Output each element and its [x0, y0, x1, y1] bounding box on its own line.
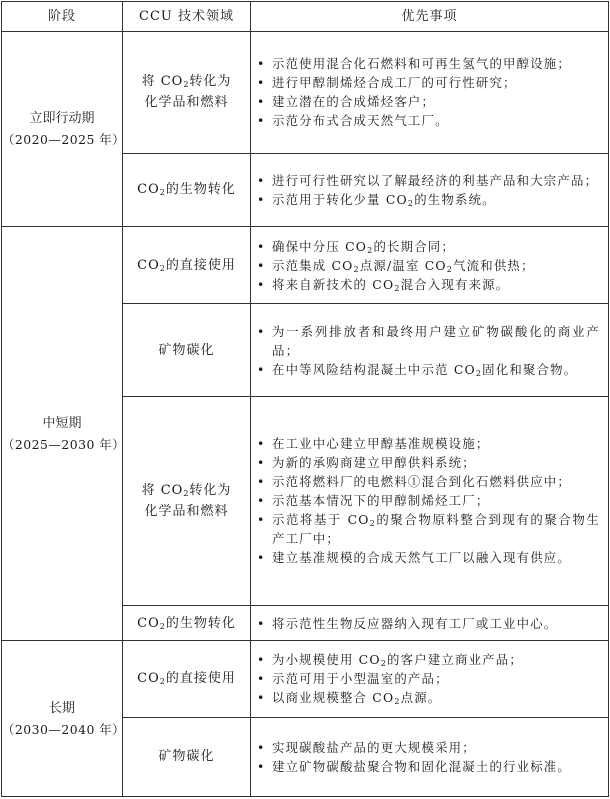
- priority-table: [1, 1, 609, 797]
- list-item: • 为小规模使用 $CO_2$的客户建立商业产品；: [257, 650, 600, 669]
- area-cell: 将 $CO_2$转化为 化学品和燃料: [123, 32, 251, 154]
- list-item: • 示范将基于 $CO_2$的聚合物原料整合到现有的聚合物生产工厂中；: [257, 510, 600, 548]
- stage-period: （2030—2040 年）: [2, 721, 126, 737]
- stage-cell: [2, 641, 126, 797]
- priority-cell: [251, 641, 609, 717]
- priority-list: [257, 614, 600, 633]
- list-item: • 示范将燃料厂的电燃料①混合到化石燃料供应中；: [257, 472, 600, 491]
- list-item: • 示范使用混合化石燃料和可再生氢气的甲醇设施；: [257, 54, 600, 73]
- area-cell: 矿物碳化: [123, 717, 251, 797]
- header-row: [2, 2, 609, 32]
- list-item: • 建立矿物碳酸盐聚合物和固化混凝土的行业标准。: [257, 757, 600, 776]
- stage-name: 长期: [48, 700, 75, 716]
- list-item: • 进行甲醇制烯烃合成工厂的可行性研究；: [257, 73, 600, 92]
- table-row: [2, 641, 609, 717]
- header-priority: 优先事项: [251, 2, 609, 32]
- list-item: • 确保中分压 $CO_2$的长期合同；: [257, 237, 600, 256]
- priority-cell: [251, 153, 609, 226]
- list-item: • 示范基本情况下的甲醇制烯烃工厂；: [257, 491, 600, 510]
- list-item: • 示范集成 $CO_2$点源/温室 $CO_2$气流和供热；: [257, 256, 600, 275]
- stage-cell: [2, 227, 126, 641]
- priority-cell: [251, 227, 609, 304]
- priority-cell: [251, 396, 609, 605]
- priority-list: [257, 54, 600, 130]
- list-item: • 以商业规模整合 $CO_2$点源。: [257, 688, 600, 707]
- priority-cell: [251, 605, 609, 640]
- list-item: • 实现碳酸盐产品的更大规模采用；: [257, 738, 600, 757]
- list-item: • 在中等风险结构混凝土中示范 $CO_2$固化和聚合物。: [257, 360, 600, 379]
- table-row: [2, 32, 609, 154]
- priority-list: [257, 237, 600, 294]
- list-item: • 为一系列排放者和最终用户建立矿物碳酸化的商业产品；: [257, 322, 600, 360]
- area-cell: $CO_2$的生物转化: [123, 153, 251, 226]
- header-stage: 阶段: [2, 2, 123, 32]
- stage-name: 立即行动期: [29, 111, 95, 126]
- priority-cell: [251, 32, 609, 154]
- list-item: • 将示范性生物反应器纳入现有工厂或工业中心。: [257, 614, 600, 633]
- list-item: • 示范可用于小型温室的产品；: [257, 669, 600, 688]
- stage-period: （2025—2030 年）: [2, 436, 126, 452]
- priority-list: [257, 171, 600, 209]
- list-item: • 建立潜在的合成烯烃客户；: [257, 92, 600, 111]
- stage-name: 中短期: [42, 415, 82, 431]
- stage-cell: [2, 32, 126, 227]
- priority-cell: [251, 304, 609, 396]
- list-item: • 为新的承购商建立甲醇供料系统；: [257, 453, 600, 472]
- priority-list: [257, 322, 600, 379]
- priority-list: [257, 434, 600, 567]
- area-cell: $CO_2$的生物转化: [123, 605, 251, 640]
- area-cell: $CO_2$的直接使用: [123, 641, 251, 717]
- list-item: • 进行可行性研究以了解最经济的利基产品和大宗产品；: [257, 171, 600, 190]
- list-item: • 示范分布式合成天然气工厂。: [257, 111, 600, 130]
- area-cell: 矿物碳化: [123, 304, 251, 396]
- table-row: [2, 227, 609, 304]
- area-cell: $CO_2$的直接使用: [123, 227, 251, 304]
- priority-list: [257, 650, 600, 707]
- table-body: [2, 32, 609, 797]
- list-item: • 将来自新技术的 $CO_2$混合入现有来源。: [257, 275, 600, 294]
- stage-period: （2020—2025 年）: [2, 132, 126, 147]
- list-item: • 建立基准规模的合成天然气工厂以融入现有供应。: [257, 548, 600, 567]
- priority-list: [257, 738, 600, 776]
- header-area: CCU 技术领域: [123, 2, 251, 32]
- list-item: • 示范用于转化少量 $CO_2$的生物系统。: [257, 190, 600, 209]
- area-cell: 将 $CO_2$转化为 化学品和燃料: [123, 396, 251, 605]
- list-item: • 在工业中心建立甲醇基准规模设施；: [257, 434, 600, 453]
- priority-cell: [251, 717, 609, 797]
